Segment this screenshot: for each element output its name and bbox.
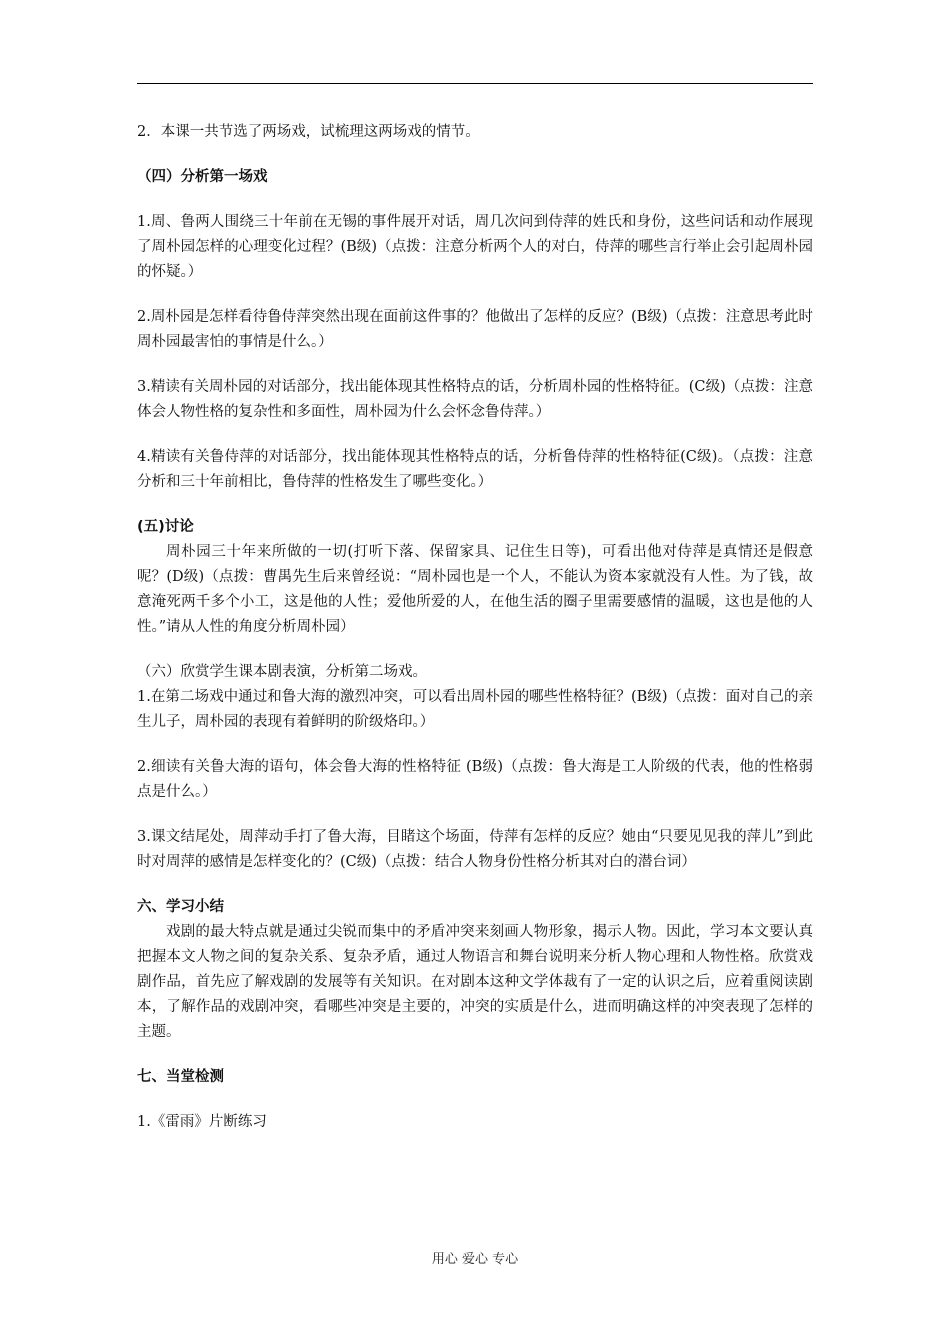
question-scenes: 2．本课一共节选了两场戏，试梳理这两场戏的情节。 [137,124,480,140]
summary-heading: 六、学习小结 [137,899,224,915]
test-question-1: 1.《雷雨》片断练习 [137,1114,267,1130]
section4-question-2: 2.周朴园是怎样看待鲁侍萍突然出现在面前这件事的？他做出了怎样的反应？(B级)（点拨：注意思考此时周朴园最害怕的事情是什么。） [137,309,813,350]
summary-text: 戏剧的最大特点就是通过尖锐而集中的矛盾冲突来刻画人物形象，揭示人物。因此，学习本文要认真把握本文人物之间的复杂关系、复杂矛盾，通过人物语言和舞台说明来分析人物心理和人物性格。欣赏戏剧作品，首先应了解戏剧的发展等有关知识。在对剧本这种文学体裁有了一定的认识之后，应着重阅读剧本，了解作品的戏剧冲突，看哪些冲突是主要的，冲突的实质是什么，进而明确这样的冲突表现了怎样的主题。 [137,924,813,1040]
section6-question-1: 1.在第二场戏中通过和鲁大海的激烈冲突，可以看出周朴园的哪些性格特征？(B级)（点拨：面对自己的亲生儿子，周朴园的表现有着鲜明的阶级烙印。） [137,689,813,730]
section4-question-4: 4.精读有关鲁侍萍的对话部分，找出能体现其性格特点的话，分析鲁侍萍的性格特征(C级)。（点拨：注意分析和三十年前相比，鲁侍萍的性格发生了哪些变化。） [137,449,813,490]
section4-question-1: 1.周、鲁两人围绕三十年前在无锡的事件展开对话，周几次问到侍萍的姓氏和身份，这些问话和动作展现了周朴园怎样的心理变化过程？(B级)（点拨：注意分析两个人的对白，侍萍的哪些言行举止会引起周朴园的怀疑。） [137,214,813,280]
section5-text: 周朴园三十年来所做的一切(打听下落、保留家具、记住生日等)，可看出他对侍萍是真情还是假意呢？(D级)（点拨：曹禺先生后来曾经说：“周朴园也是一个人，不能认为资本家就没有人性。为了钱，故意淹死两千多个小工，这是他的人性；爱他所爱的人，在他生活的圈子里需要感情的温暖，这也是他的人性。”请从人性的角度分析周朴园） [137,544,813,635]
section6-question-2: 2.细读有关鲁大海的语句，体会鲁大海的性格特征 (B级)（点拨：鲁大海是工人阶级的代表，他的性格弱点是什么。） [137,759,813,800]
section6-question-3: 3.课文结尾处，周萍动手打了鲁大海，目睹这个场面，侍萍有怎样的反应？她由“只要见见我的萍儿”到此时对周萍的感情是怎样变化的？(C级)（点拨：结合人物身份性格分析其对白的潜台词） [137,829,813,870]
section4-question-3: 3.精读有关周朴园的对话部分，找出能体现其性格特点的话，分析周朴园的性格特征。(C级)（点拨：注意体会人物性格的复杂性和多面性，周朴园为什么会怀念鲁侍萍。） [137,379,813,420]
test-heading: 七、当堂检测 [137,1069,224,1085]
section4-heading: （四）分析第一场戏 [137,169,268,185]
document-body [137,120,813,1135]
section6-heading: （六）欣赏学生课本剧表演，分析第二场戏。 [137,664,427,680]
section5-heading: (五)讨论 [137,519,194,535]
header-rule [137,83,813,84]
page-footer: 用心 爱心 专心 [431,1252,519,1267]
